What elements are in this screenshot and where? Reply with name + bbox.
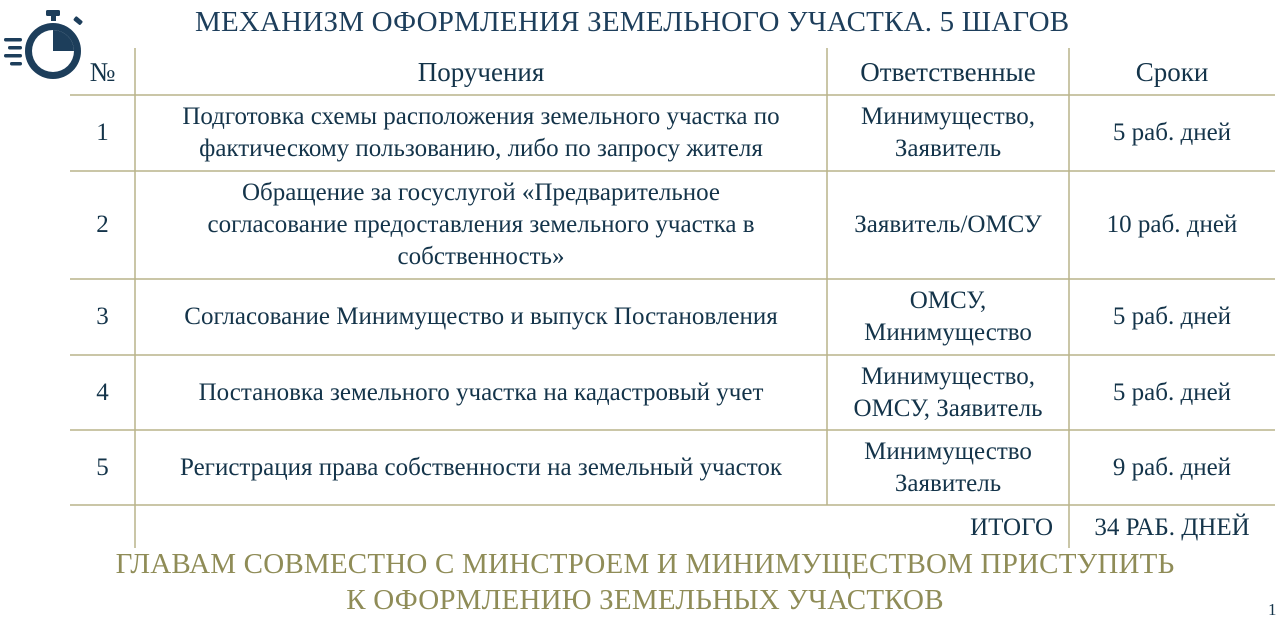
row-2-responsible-line: Заявитель/ОМСУ <box>854 211 1042 238</box>
row-1-responsible-line: Минимущество, <box>860 103 1036 130</box>
row-5-term: 9 раб. дней <box>1112 453 1232 481</box>
page-title: МЕХАНИЗМ ОФОРМЛЕНИЯ ЗЕМЕЛЬНОГО УЧАСТКА. 5 ШАГОВ <box>195 6 1070 38</box>
row-3-num: 3 <box>96 303 109 330</box>
row-4-responsible-line: Минимущество, <box>860 362 1036 390</box>
row-3-term: 5 раб. дней <box>1112 303 1232 330</box>
row-2-term: 10 раб. дней <box>1106 211 1238 238</box>
row-2-task <box>135 171 827 279</box>
row-5-responsible-line: Заявитель <box>894 469 1002 497</box>
row-2-responsible <box>827 171 1069 279</box>
row-1-num: 1 <box>96 119 109 146</box>
row-4-task <box>135 355 827 430</box>
row-1-responsible-line: Заявитель <box>894 135 1002 162</box>
row-2-task-line: собственность» <box>397 243 565 270</box>
row-2-task-line: согласование предоставления земельного участка в <box>207 211 755 238</box>
row-3-responsible-line: ОМСУ, <box>909 287 987 314</box>
row-2-num: 2 <box>96 211 109 238</box>
row-3-task <box>135 279 827 355</box>
row-3-task-line: Согласование Минимущество и выпуск Постановления <box>184 303 778 330</box>
row-4-term: 5 раб. дней <box>1112 378 1232 406</box>
bottom-callout-line-2: К ОФОРМЛЕНИЮ ЗЕМЕЛЬНЫХ УЧАСТКОВ <box>346 584 944 616</box>
row-1-task <box>135 95 827 171</box>
row-4-responsible-line: ОМСУ, Заявитель <box>853 394 1043 422</box>
header-responsible: Ответственные <box>860 56 1036 87</box>
row-5-responsible <box>827 430 1069 505</box>
total-label: ИТОГО <box>970 513 1053 541</box>
total-value: 34 РАБ. ДНЕЙ <box>1094 513 1250 541</box>
bottom-callout-line-1: ГЛАВАМ СОВМЕСТНО С МИНСТРОЕМ И МИНИМУЩЕСТВОМ ПРИСТУПИТЬ <box>115 548 1175 580</box>
header-term: Сроки <box>1135 56 1209 87</box>
row-3-responsible-line: Минимущество <box>864 319 1032 346</box>
row-1-term: 5 раб. дней <box>1112 119 1232 146</box>
row-4-num: 4 <box>96 378 109 406</box>
row-4-responsible <box>827 355 1069 430</box>
row-4-task-line: Постановка земельного участка на кадастровый учет <box>198 378 764 406</box>
header-task: Поручения <box>417 56 545 87</box>
header-num: № <box>89 56 116 87</box>
page-number: 1 <box>1268 600 1277 619</box>
row-5-task-line: Регистрация права собственности на земельный участок <box>180 453 782 481</box>
row-1-responsible <box>827 95 1069 171</box>
row-2-task-line: Обращение за госуслугой «Предварительное <box>241 179 721 206</box>
row-1-task-line: фактическому пользованию, либо по запросу жителя <box>199 135 763 162</box>
row-1-task-line: Подготовка схемы расположения земельного участка по <box>182 103 780 130</box>
row-5-responsible-line: Минимущество <box>864 437 1032 465</box>
row-3-responsible <box>827 279 1069 355</box>
row-5-num: 5 <box>96 453 109 481</box>
row-5-task <box>135 430 827 505</box>
